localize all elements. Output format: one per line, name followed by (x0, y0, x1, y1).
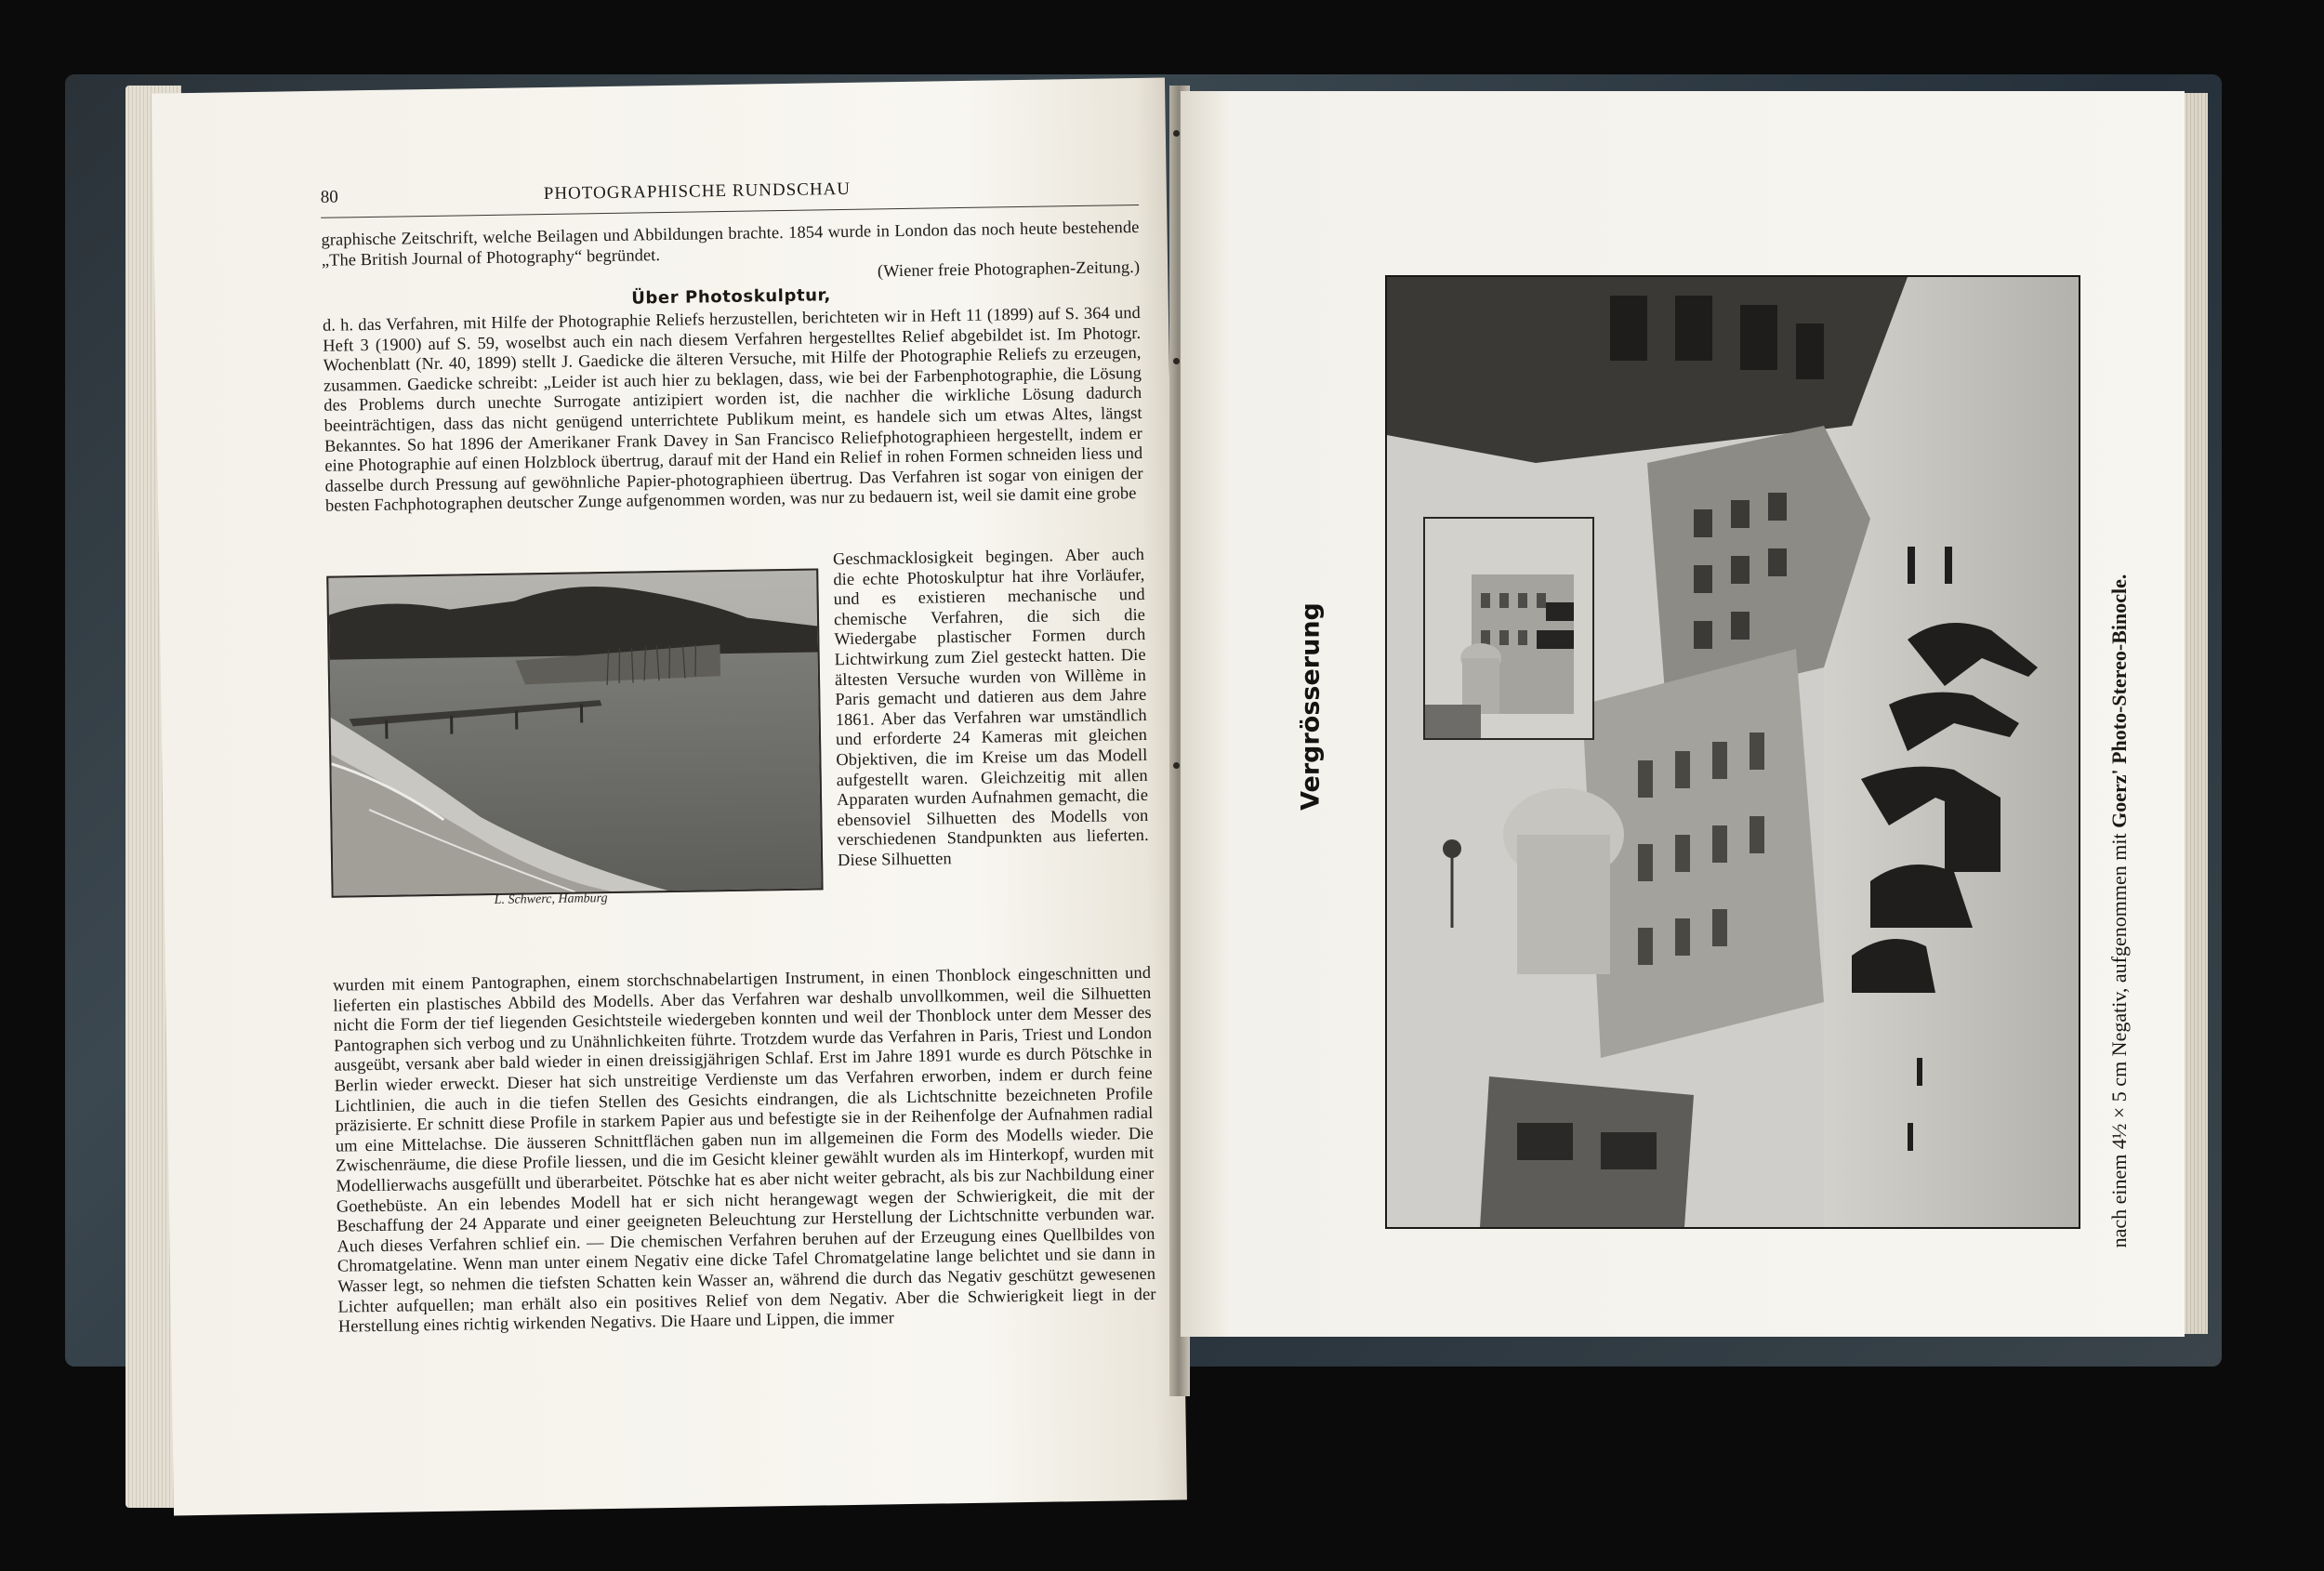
opening-paragraph: graphische Zeitschrift, welche Beilagen und Abbildungen brachte. 1854 wurde in London das noch heute bestehende „The British Journal of Photography“ begründet. (321, 217, 1140, 270)
running-head-title: PHOTOGRAPHISCHE RUNDSCHAU (543, 178, 852, 205)
photo-credit: L. Schwerc, Hamburg (494, 891, 608, 907)
left-page (152, 78, 1187, 1516)
article-heading: Über Photoskulptur, (631, 285, 832, 309)
article-text-bottom: wurden mit einem Pantographen, einem storchschnabelartigen Instrument, in einen Thonblock eingeschnitten und lieferten ein plastisches Abbild des Modells. Aber das Verfahren war deshalb unvollkommen, weil die Silhuetten nicht die Form der tief liegenden Gesichtsteile wiedergeben konnten und weil der Thonblock unter dem Messer des Pantographen sich verbog und zu Unähnlichkeiten führte. Trotzdem wurde das Verfahren in Paris, Triest und London ausgeübt, versank aber bald wieder in einen dreissigjährigen Schlaf. Erst im Jahre 1891 wurde es durch Pötschke in Berlin wieder erweckt. Dieser hat sich unstreitige Verdienste um das Verfahren erworben, indem er durch feine Lichtlinien, die auch in die tiefen Stellen des Gesichts eindrangen, die als Lichtschnitte bezeichneten Profile präzisierte. Er schnitt diese Profile in starkem Papier aus und befestigte sie in der Reihenfolge der Aufnahmen radial um eine Mittelachse. Die äusseren Schnittflächen gaben nun im allgemeinen die Form des Modells wieder. Die Zwischenräume, die diese Profile liessen, und die im Gesicht kleiner gewählt wurden als im Hinterkopf, wurden mit Modellierwachs ausgefüllt und überarbeitet. Pötschke hat es aber nicht weiter gebracht, als bis zur Nachbildung einer Goethebüste. An ein lebendes Modell hat er sich nicht herangewagt wegen der Schwierigkeit, die mit der Beschaffung der 24 Apparate und einer geeigneten Beleuchtung zur Herstellung der Lichtschnitte verbunden war. Auch dieses Verfahren schlief ein. — Die chemischen Verfahren beruhen auf der Erzeugung eines Quellbildes von Chromatgelatine. Wenn man unter einem Negativ eine dicke Tafel Chromatgelatine lange belichtet und sie dann in Wasser legt, so nehmen die tiefsten Schatten kein Wasser an, während die durch das Negativ geschützt gewesenen Lichter aufquellen; man erhält also ein positives Relief von dem Negativ. Aber die Schwierigkeit liegt in der Herstellung eines richtig wirkenden Negativs. Die Haare und Lippen, die immer (332, 962, 1156, 1336)
caption-prefix: nach einem 4½ × 5 cm Negativ, aufgenommen mit (2107, 833, 2131, 1248)
vertical-title: Vergrösserung (1296, 602, 1326, 811)
binding-thread (1173, 358, 1180, 364)
street-photo (1385, 275, 2080, 1229)
article-text-wrap: Geschmacklosigkeit begingen. Aber auch die echte Photoskulptur hat ihre Vorläufer, und es existieren mechanische und chemische Verfahren, die sich die Wiedergabe plastischer Formen durch Lichtwirkung zum Ziel gesteckt hatten. Die ältesten Versuche wurden von Willème in Paris gemacht und datieren aus dem Jahre 1861. Aber das Verfahren war umständlich und erforderte 24 Kameras mit gleichen Objektiven, die im Kreise um das Modell aufgestellt waren. Gleichzeitig mit allen Apparaten wurden Aufnahmen gemacht, die ebensoviel Silhuetten des Modells von verschiedenen Standpunkten aus lieferten. Diese Silhuetten (832, 544, 1149, 870)
lake-photo-illustration (328, 570, 821, 895)
street-photo-illustration (1387, 277, 2079, 1227)
page-number: 80 (320, 187, 338, 207)
inset-photo (1423, 517, 1594, 740)
running-head (321, 171, 1139, 218)
vertical-caption (2107, 574, 2132, 1248)
inset-photo-illustration (1425, 519, 1592, 738)
lake-photo (326, 568, 823, 897)
caption-brand: Goerz' Photo-Stereo-Binocle. (2107, 574, 2131, 828)
binding-thread (1173, 130, 1180, 137)
opening-paragraph-block (321, 218, 1140, 291)
opening-source: (Wiener freie Photographen-Zeitung.) (877, 257, 1141, 281)
binding-thread (1173, 762, 1180, 769)
article-text-full: d. h. das Verfahren, mit Hilfe der Photographie Reliefs herzustellen, berichteten wir in Heft 11 (1899) auf S. 364 und Heft 3 (1900) auf S. 59, woselbst auch ein nach diesem Verfahren hergestelltes Relief abgebildet ist. Im Photogr. Wochenblatt (Nr. 40, 1899) stellt J. Gaedicke die älteren Versuche, mit Hilfe der Photographie Reliefs zu erzeugen, zusammen. Gaedicke schreibt: „Leider ist auch hier zu beklagen, dass, wie bei der Farbenphotographie, die Lösung des Problems durch unechte Surrogate antizipiert worden ist, die nachher die wirkliche Lösung dadurch beeinträchtigen, dass das nicht genügend unterrichtete Publikum meint, es handele sich um etwas Altes, längst Bekanntes. So hat 1896 der Amerikaner Frank Davey in San Francisco Reliefphotographieen hergestellt, indem er eine Photographie auf einen Holzblock übertrug, darauf mit der Hand ein Relief in rohen Formen schneiden liess und dasselbe durch Pressung auf gewöhnliche Papier-photographieen übertrug. Das Verfahren ist sogar von einigen der besten Fachphotographen deutscher Zunge aufgenommen worden, was nur zu bedauern ist, weil sie damit eine grobe (322, 302, 1143, 516)
